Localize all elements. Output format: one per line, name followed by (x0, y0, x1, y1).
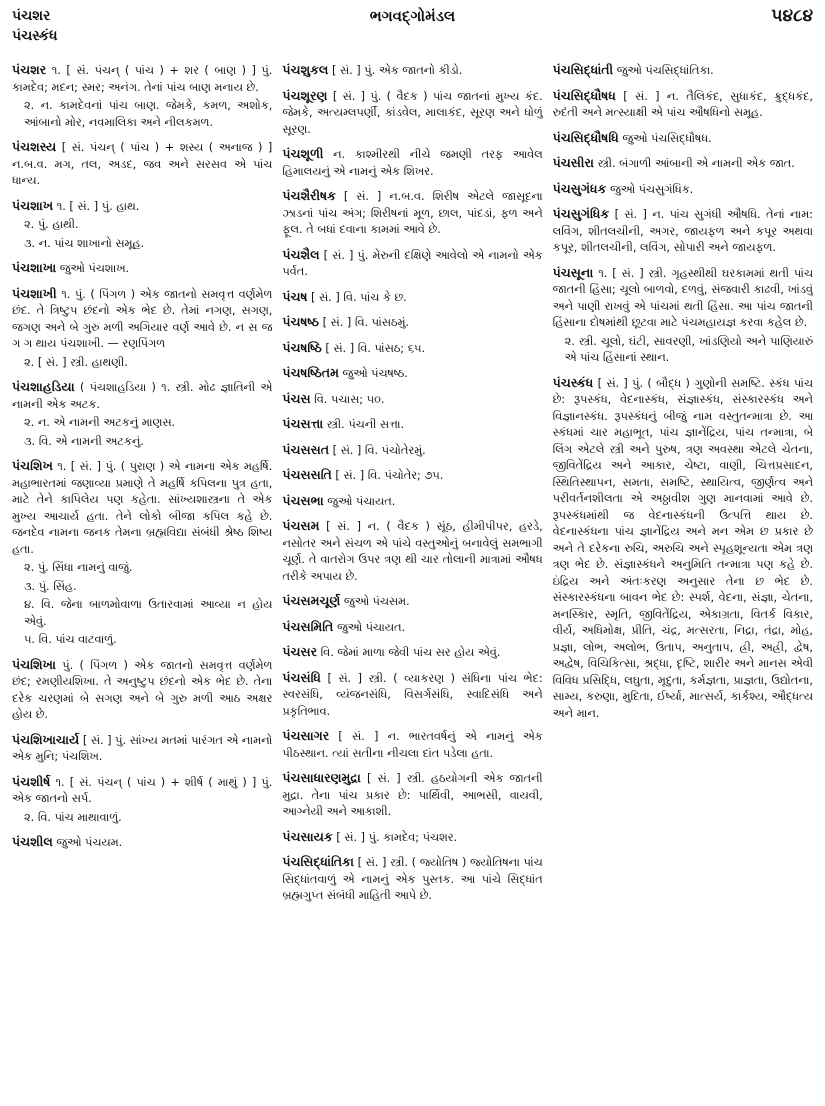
dictionary-entry (12, 286, 272, 372)
dictionary-entry (282, 146, 542, 180)
entry-headword: પંચસિદ્ધાંતિકા (282, 854, 354, 869)
entry-headword: પંચશૂળી (282, 146, 324, 161)
dictionary-entry (282, 770, 542, 821)
entry-definition: જુઓ પંચસમ. (343, 595, 410, 608)
entry-headword: પંચસંધિ (282, 669, 321, 685)
entry-definition: [ સં. ] ન. ભારતવર્ષનું એ નામનું એક પીઠસ્થાન. ત્યાં સતીના નીચલા દાંત પડેલા હતા. (282, 730, 543, 760)
entry-headword: પંચશુકલ (282, 62, 329, 77)
entry-definition: જુઓ પંચષષ્ઠ. (342, 367, 408, 380)
dictionary-entry (282, 518, 542, 585)
page-number: ૫૪૮૪ (771, 6, 813, 26)
entry-definition: [ સં. પંચન્ ( પાંચ ) + શસ્ય ( અનાજ ) ] ન.બ.વ. મગ, તલ, અડદ, જવ અને સરસવ એ પાંચ ધાન્ય. (12, 141, 273, 187)
dictionary-entry (282, 644, 542, 662)
dictionary-entry (282, 493, 542, 511)
dictionary-entry (12, 379, 272, 450)
dictionary-entry (12, 260, 272, 278)
dictionary-entry (282, 314, 542, 332)
last-headword: પંચસ્કંધ (12, 28, 58, 44)
entry-definition: જુઓ પંચસિદ્ધાંતિકા. (616, 64, 714, 77)
entry-headword: પંચસાધારણમુદ્રા (282, 770, 361, 785)
dictionary-entry (282, 854, 542, 905)
entry-definition: [ સં. ] સ્ત્રી. હઠયોગની એક જાતની મુદ્રા. તેના પાંચ પ્રકાર છે: પાર્થિવી, આભસી, વાયવી, આગ્નેયી અને આકાશી. (282, 772, 543, 818)
dictionary-entry (553, 88, 813, 122)
entry-headword: પંચશાખી (12, 285, 57, 301)
dictionary-entry (12, 458, 272, 649)
entry-headword: પંચસત્તા (282, 416, 324, 431)
entry-headword: પંચસર (282, 644, 318, 659)
entry-definition: [ સં. ] વિ. પાંચ કે છ. (311, 290, 407, 304)
entry-headword: પંચસ (282, 390, 311, 406)
entry-headword: પંચશાહડિયા (12, 379, 75, 394)
entry-definition: ૧. [ સં. ] સ્ત્રી. ગૃહસ્થીથી ઘરકામમાં થતી પાંચ જાતની હિંસા; ચૂલો બાળવો, દળવું, સંજવારી કાઢવી, ખાંડવું અને પાણી રાખવું એ પાંચમાં થતી હિંસા. આ પાંચ જાતની હિંસાના દોષમાંથી છૂટવા માટે પંચમહાયજ્ઞ કરવા કહેલ છે. (552, 266, 813, 329)
entry-headword: પંચષષ્ઠિ (282, 339, 322, 355)
dictionary-entry (12, 198, 272, 253)
dictionary-entry (12, 657, 272, 724)
entry-headword: પંચશીલ (12, 834, 53, 849)
entry-headword: પંચશાખા (12, 260, 57, 275)
entry-definition: [ સં. ] પું. કામદેવ; પંચશર. (336, 830, 458, 844)
entry-headword: પંચસીરા (552, 155, 594, 170)
entry-definition: [ સં. ] વિ. પાંસઠ; ૬૫. (325, 341, 426, 355)
entry-headword: પંચસાગર (282, 728, 330, 743)
entry-definition: ૧. [ સં. ] પું. હાથ. (56, 199, 140, 213)
entry-definition: [ સં. ] પું. એક જાતનો કીડો. (331, 64, 463, 77)
dictionary-entry (282, 829, 542, 847)
entry-definition: [ સં. ] ન. તૈલિકંદ, સુધાકંદ, ક્રુદ્ધકંદ, રુદંતી અને મત્સ્યાક્ષી એ પાંચ ઔષધિનો સમૂહ. (552, 89, 813, 119)
dictionary-entry (12, 139, 272, 190)
dictionary-entry (282, 188, 542, 239)
entry-headword: પંચસિદ્ધૌષધિ (552, 129, 619, 145)
entry-sense: ૨. ન. એ નામની અટકનું માણસ. (24, 416, 176, 429)
entry-headword: પંચસિદ્ધૌષધ (552, 87, 616, 103)
entry-definition: જુઓ પંચસિદ્ધૌષધ. (622, 131, 712, 145)
entry-sense: ૩. ન. પાંચ શાખાનો સમૂહ. (24, 236, 145, 250)
entry-sense: ૩. પું. સિંહ. (24, 579, 77, 593)
dictionary-columns (12, 62, 813, 1098)
entry-headword: પંચષષ્ઠ (282, 314, 319, 329)
entry-definition: ૧. [ સં. ] પું. ( પુરાણ ) એ નામના એક મહર્ષિ. મહાભારતમાં જણાવ્યા પ્રમાણે તે મહર્ષિ કપિલના પુત્ર હતા, માટે તેને કાપિલેય પણ કહેતા. સાંખ્યશાસ્ત્રના તે એક મુખ્ય આચાર્ય હતા. તેને લોકો બીજા કપિલ કહે છે. જનદેવ નામના જનક તેમના બ્રહ્મવિદ્યા સંબંધી શ્રેષ્ઠ શિષ્ય હતા. (12, 460, 273, 556)
entry-sense: ૨. [ સં. ] સ્ત્રી. હાથણી. (24, 355, 128, 369)
dictionary-entry (282, 416, 542, 434)
entry-sense: ૫. વિ. પાંચ વાટવાળું. (24, 633, 117, 646)
entry-headword: પંચષ (282, 288, 308, 304)
entry-headword: પંચસમચૂર્ણ (282, 593, 341, 608)
entry-headword: પંચસ્કંધ (552, 374, 594, 390)
dictionary-entry (282, 670, 542, 721)
entry-headword: પંચસિદ્ધાંતી (552, 62, 614, 77)
entry-sense: ૨. વિ. પાંચ માથાવાળું. (24, 810, 122, 824)
entry-definition: સ્ત્રી. બંગાળી આંબાની એ નામની એક જાત. (597, 157, 795, 170)
dictionary-entry (282, 467, 542, 485)
entry-definition: [ સં. ] વિ. પંચોતેરમું. (332, 443, 426, 457)
entry-headword: પંચસાયક (282, 828, 333, 844)
dictionary-entry (282, 365, 542, 383)
entry-definition: ન. કાશ્મીરથી નીચે જમણી તરફ આવેલ હિમાલયનું એ નામનું એક શિખર. (282, 148, 543, 178)
dictionary-entry (282, 728, 542, 762)
entry-definition: જુઓ પંચાયત. (327, 494, 396, 508)
entry-headword: પંચશસ્ય (12, 139, 57, 154)
dictionary-entry (553, 62, 813, 80)
entry-definition: જુઓ પંચશાખ. (59, 262, 130, 275)
entry-headword: પંચસુગંધિક (552, 206, 610, 221)
entry-definition: પું. ( પિંગળ ) એક જાતનો સમવૃત્ત વર્ણમેળ છંદ; રમણીયશિખા. તે અનુષ્ટુપ છંદનો એક ભેદ છે. તેના દરેક ચરણમાં બે સગણ અને બે ગુરુ મળી આઠ અક્ષર હોય છે. (12, 658, 273, 721)
entry-definition: ( પંચશાહડિયા ) ૧. સ્ત્રી. મોઢ જ્ઞાતિની એ નામની એક અટક. (12, 381, 273, 411)
entry-sense: ૨. ન. કામદેવનાં પાંચ બાણ. જેમકે, કમળ, અશોક, આંબાનો મોર, નવમાલિકા અને નીલકમળ. (24, 99, 273, 129)
entry-headword: પંચશૂરણ (282, 87, 328, 103)
entry-headword: પંચશાખ (12, 197, 54, 213)
entry-headword: પંચશિખ (12, 458, 53, 473)
dictionary-entry (282, 88, 542, 139)
entry-definition: જુઓ પંચાયત. (336, 620, 406, 634)
dictionary-entry (12, 834, 272, 852)
entry-definition: [ સં. ] વિ. પાંસઠમું. (322, 316, 410, 329)
column-1 (12, 62, 272, 1098)
entry-definition: [ સં. ] વિ. પંચોતેર; ૭૫. (335, 469, 444, 482)
entry-headword: પંચસમિતિ (282, 618, 334, 634)
entry-sense: ૨. પું. સિંધા નામનું વાજું. (24, 561, 133, 574)
dictionary-entry (282, 62, 542, 80)
entry-definition: [ સં. ] ન. પાંચ સુગંધી ઔષધિ. તેનાં નામ: લવિંગ, શીતલચીની, અગર, જાયફળ અને કપૂર અથવા કપૂર, શીતલચીની, લવિંગ, સોપારી અને જાયફળ. (552, 208, 813, 254)
dictionary-entry (12, 732, 272, 766)
entry-headword: પંચસુગંધક (552, 180, 607, 196)
entry-headword: પંચશૈલ (282, 246, 320, 262)
dictionary-entry (282, 289, 542, 307)
dictionary-entry (553, 130, 813, 148)
dictionary-entry (282, 619, 542, 637)
entry-headword: પંચસસત (282, 441, 329, 457)
entry-headword: પંચસભા (282, 492, 324, 508)
dictionary-entry (282, 442, 542, 460)
first-headword: પંચશર (12, 8, 51, 24)
entry-definition: [ સં. ] પું. ( બૌદ્ધ ) ગુણોની સમષ્ટિ. સ્કંધ પાંચ છે: રૂપસ્કંધ, વેદનાસ્કંધ, સંજ્ઞાસ્કંધ, સંસ્કારસ્કંધ અને વિજ્ઞાનસ્કંધ. રૂપસ્કંધનું બીજું નામ વસ્તુતન્માત્રા છે. આ સ્કંધમાં ચાર મહાભૂત, પાંચ જ્ઞાનેંદ્રિય, પાંચ તન્માત્રા, બે લિંગ એટલે સ્ત્રી અને પુરુષ, ત્રણ અવસ્થા એટલે ચેતના, જીવિતેંદ્રિય અને આકાર, ચેષ્ટા, વાણી, ચિત્તપ્રસાદન, સ્થિતિસ્થાપન, સમતા, સમષ્ટિ, સ્થાયિત્વ, જીર્ણત્વ અને પરીવર્તનશીલતા એ અઠ્ઠાવીશ ગુણ માનવામાં આવે છે. રૂપસ્કંધમાંથી જ વેદનાસ્કંધની ઉત્પત્તિ થાય છે. વેદનાસ્કંધના પાંચ જ્ઞાનેંદ્રિય અને મન એમ છ પ્રકાર છે અને તે દરેકના રુચિ, અરુચિ અને સ્પૃહશૂન્યતા એમ ત્રણ ત્રણ ભેદ છે. સંજ્ઞાસ્કંધને અનુમિતિ તન્માત્રા પણ કહે છે. ઇંદ્રિય અને અંતઃકરણ અનુસાર તેના છ ભેદ છે. સંસ્કારસ્કંધના બાવન ભેદ છે: સ્પર્શ, વેદના, સંજ્ઞા, ચેતના, મનસ્કિાર, સ્મૃતિ, જીવિતેંદ્રિય, એકાગ્રતા, વિતર્ક વિકાર, વીર્ય, અધિમોક્ષ, પ્રીતિ, ચંદ્ર, મત્સરતા, નિદ્રા, તંદ્રા, મોહ, પ્રજ્ઞા, લોભ, અલોભ, ઉતાપ, અનુતાપ, હ્રી, અહ્રી, દ્વેષ, અદ્વેષ, વિચિકિત્સા, શ્રદ્ધા, દૃષ્ટિ, શારીર અને માનસ એવી વિવિધ પ્રસિદ્ધિ, લઘુતા, મૃદુતા, કર્મજ્ઞતા, પ્રાજ્ઞતા, ઉદ્યોતના, સામ્ય, કરુણા, મુદિતા, ઈર્ષ્યા, માત્સર્ય, કાર્કશ્ય, ઔદ્ધત્ય અને માન. (552, 376, 813, 720)
entry-definition: ૧. પું. ( પિંગળ ) એક જાતનો સમવૃત્ત વર્ણમેળ છંદ. તે ત્રિષ્ટુપ છંદનો એક ભેદ છે. તેમાં નગણ, સગણ, જગણ અને બે ગુરુ મળી અગિયાર વર્ણ આવે છે. ન સ જ ગ ગ થાય પંચશાખી. — રણપિંગળ (12, 287, 273, 350)
entry-sense: ૨. સ્ત્રી. ચૂલો, ઘંટી, સાવરણી, ખાંડણિયો અને પાણિયારું એ પાંચ હિંસાનાં સ્થાન. (564, 334, 813, 364)
entry-headword: પંચશર (12, 62, 47, 77)
entry-definition: જુઓ પંચયમ. (56, 836, 123, 849)
dictionary-entry (282, 340, 542, 358)
entry-headword: પંચસસતિ (282, 467, 332, 482)
entry-definition: વિ. જેમાં માળા જેવી પાંચ સર હોય એવું. (320, 646, 501, 659)
entry-definition: વિ. પચાસ; ૫૦. (314, 392, 385, 406)
entry-headword: પંચસૂના (552, 264, 594, 280)
entry-definition: [ સં. ] પું. મેરુની દક્ષિણે આવેલો એ નામનો એક પર્વત. (282, 248, 543, 278)
entry-definition: [ સં. ] પું. સાંખ્ય મતમાં પારંગત એ નામનો એક મુનિ; પંચશિખ. (12, 733, 273, 763)
dictionary-entry (12, 62, 272, 131)
entry-sense: ૪. વિ. જેના બાળમોવાળા ઉતારવામાં આવ્યા ન હોય એવું. (24, 598, 273, 628)
entry-headword: પંચશિખા (12, 656, 56, 672)
entry-definition: [ સં. ] ન. ( વૈદક ) સૂંઠ, હીમીપીપર, હરડે, નસોતર અને સંચળ એ પાંચે વસ્તુઓનું બનાવેલું સમભાગી ચૂર્ણ. તે વાતરોગ ઉપર ત્રણ થી ચાર તોલાની માત્રામાં ઔષધ તરીકે અપાય છે. (282, 520, 543, 583)
dictionary-entry (282, 391, 542, 409)
entry-headword: પંચષષ્ઠિતમ (282, 365, 339, 380)
dictionary-entry (553, 265, 813, 367)
entry-definition: ૧. [ સં. પંચન્ ( પાંચ ) + શર ( બાણ ) ] પું. કામદેવ; મદન; સ્મર; અનંગ. તેનાં પાંચ બાણ મનાય છે. (12, 64, 273, 94)
dictionary-entry (12, 774, 272, 827)
dictionary-entry (553, 375, 813, 723)
dictionary-entry (553, 206, 813, 257)
entry-definition: [ સં. ] પું. ( વૈદક ) પાંચ જાતનાં મુખ્ય કંદ. જેમકે, અત્યમ્લપર્ણી, કાંડવેલ, માલાકંદ, સૂરણ અને ધોળું સૂરણ. (282, 89, 543, 136)
entry-definition: જુઓ પંચસુગંધિક. (609, 182, 694, 196)
dictionary-entry (282, 247, 542, 281)
entry-headword: પંચસમ (282, 518, 320, 533)
column-3 (553, 62, 813, 1098)
book-title: ભગવદ્ગોમંડલ (369, 7, 456, 25)
column-2 (282, 62, 542, 1098)
entry-headword: પંચશીર્ષ (12, 773, 51, 789)
entry-definition: [ સં. ] સ્ત્રી. ( વ્યાકરણ ) સંધિના પાંચ ભેદ: સ્વરસંધિ, વ્યંજનસંધિ, વિસર્ગસંધિ, સ્વાદિસંધિ અને પ્રકૃતિભાવ. (282, 671, 543, 718)
entry-headword: પંચશિખાચાર્ય (12, 731, 80, 747)
entry-sense: ૩. વિ. એ નામની અટકનું. (24, 434, 144, 448)
entry-definition: સ્ત્રી. પંચની સત્તા. (326, 418, 405, 431)
page-header (12, 6, 813, 56)
dictionary-entry (553, 181, 813, 199)
entry-definition: [ સં. ] ન.બ.વ. શિરીષ એટલે જાસૂદના ઝાડનાં પાંચ અંગ; શિરીષનાં મૂળ, છાલ, પાંદડાં, ફળ અને ફૂલ. તે બધાં દવાના કામમાં આવે છે. (282, 190, 543, 236)
entry-definition: ૧. [ સં. પંચન્ ( પાંચ ) + શીર્ષ ( માથું ) ] પું. એક જાતનો સર્પ. (12, 775, 273, 805)
entry-definition: [ સં. ] સ્ત્રી. ( જ્યોતિષ ) જ્યોતિષના પાંચ સિદ્ધાંતવાળું એ નામનું એક પુસ્તક. આ પાંચે સિદ્ધાંત બ્રહ્મગુપ્ત સંબંધી માહિતી આપે છે. (282, 856, 543, 902)
entry-sense: ૨. પું. હાથી. (24, 218, 79, 231)
dictionary-entry (553, 155, 813, 173)
entry-headword: પંચશૈરીષક (282, 188, 336, 203)
dictionary-entry (282, 593, 542, 611)
